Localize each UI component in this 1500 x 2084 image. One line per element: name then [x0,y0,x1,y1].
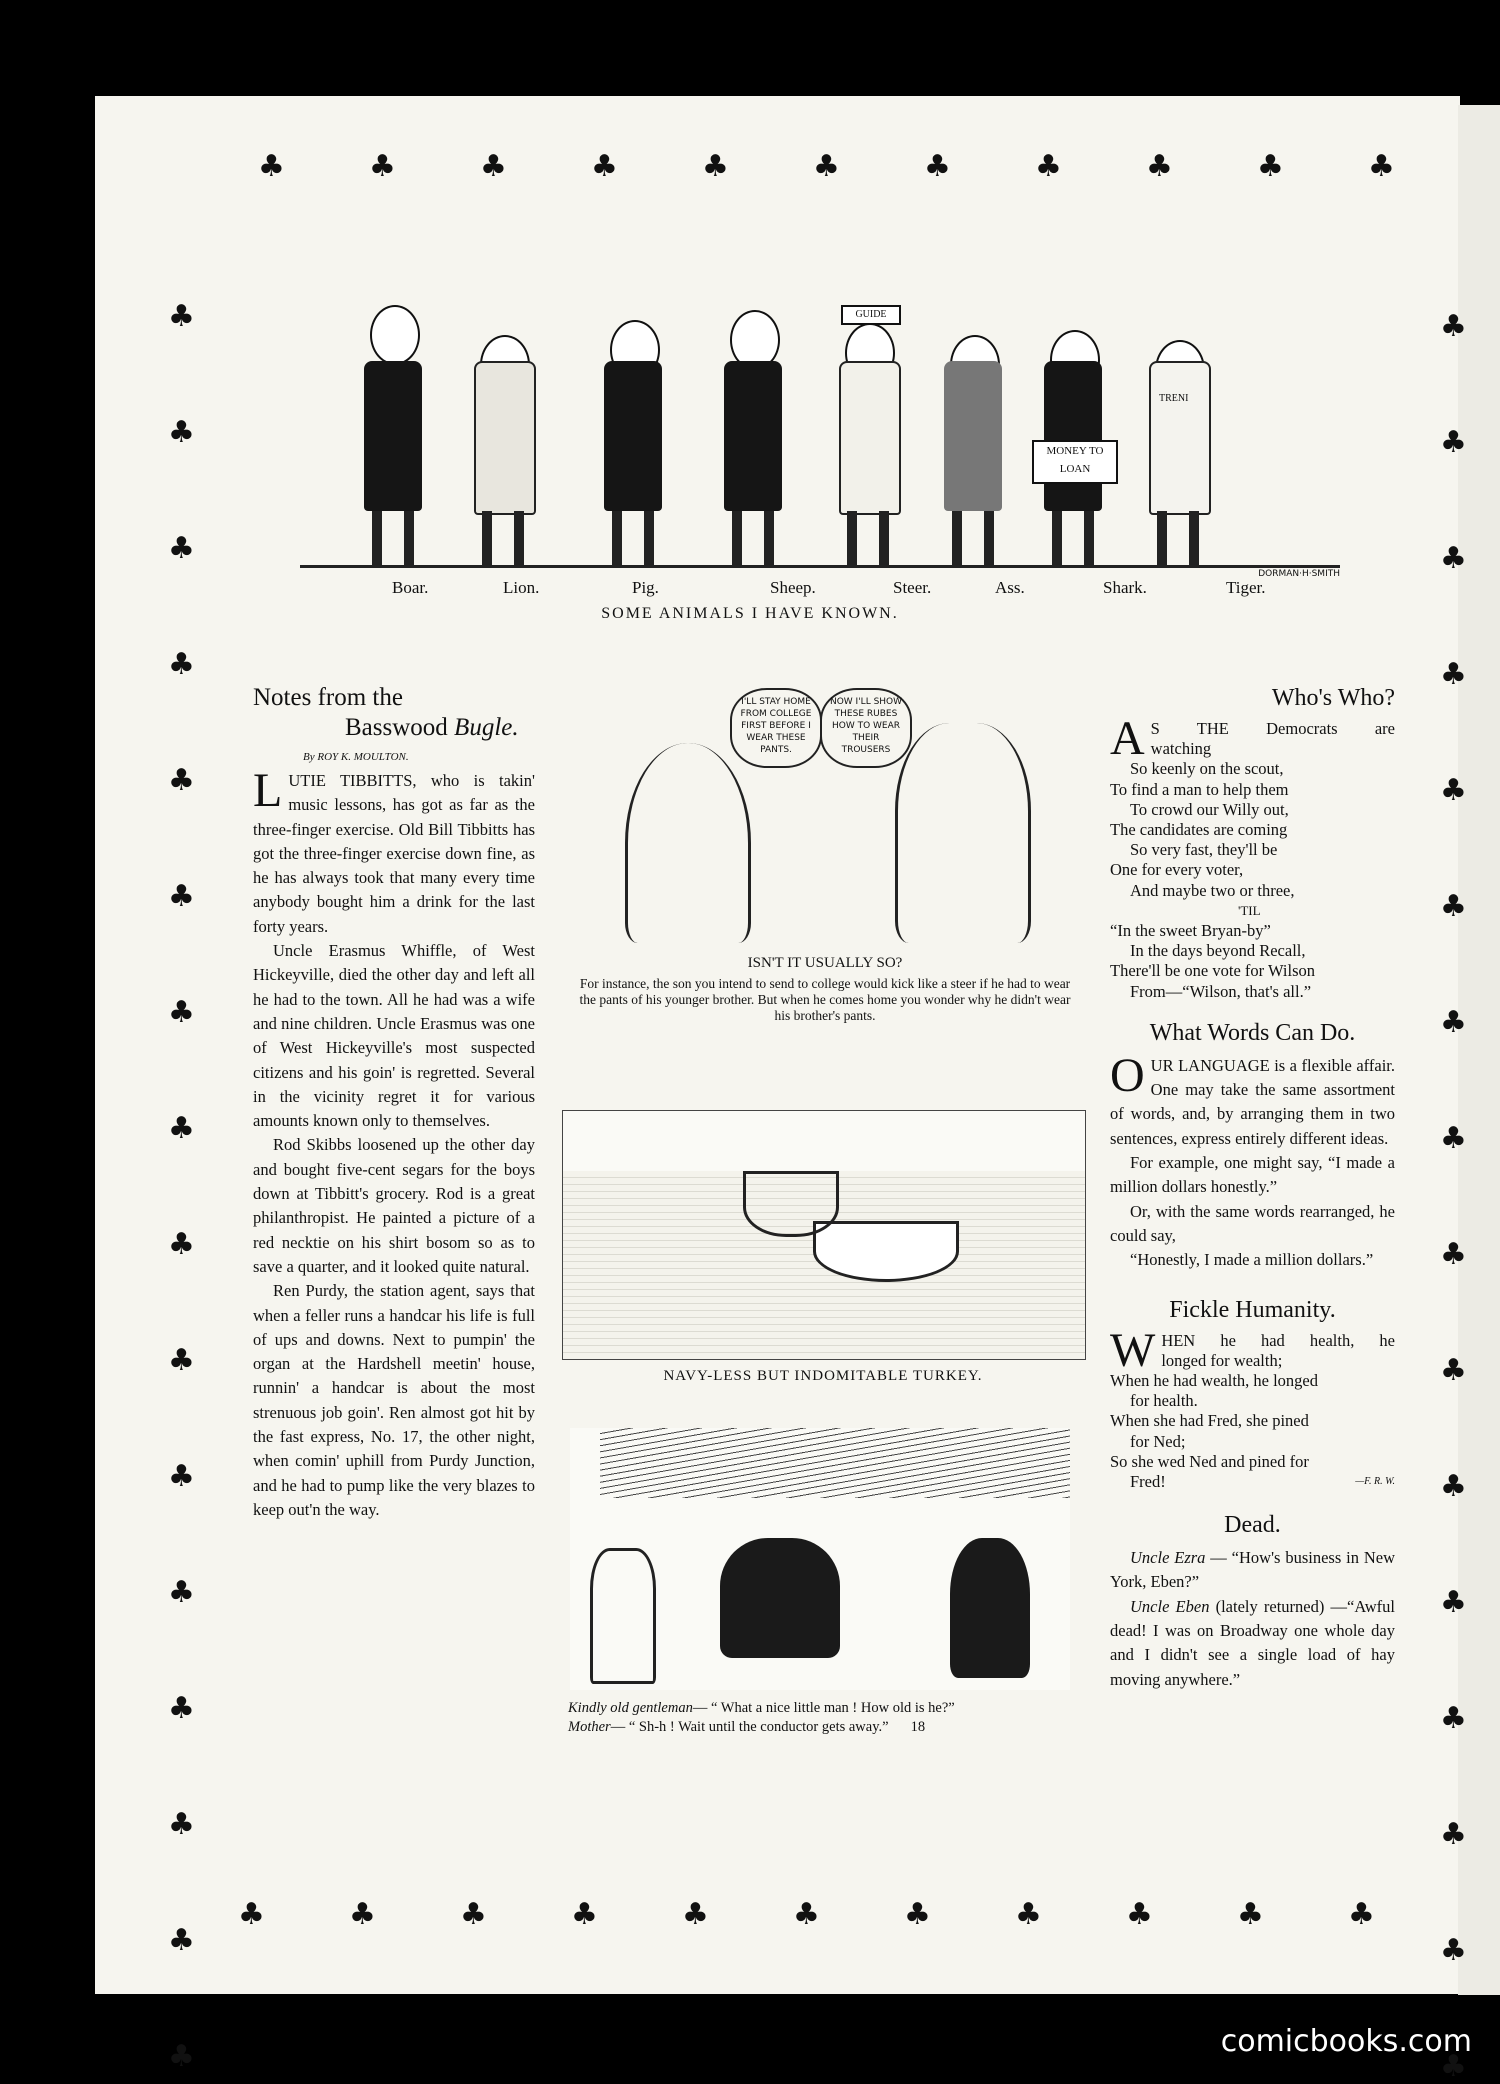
paragraph: Rod Skibbs loosened up the other day and bought five-cent segars for the boys down at Tibbitt's grocery. Rod is a great philanthropist. He painted a picture of a red necktie on his shirt bosom so as to save a quarter, and it looked quite natural. [253,1135,535,1276]
clover-ornament-icon: ♣ [168,879,195,914]
clover-ornament-icon: ♣ [168,1459,195,1494]
whos-who-title: Who's Who? [1271,685,1395,711]
clover-ornament-icon: ♣ [1440,657,1467,692]
poem-line: There'll be one vote for Wilson [1110,961,1315,981]
cartoon2-caption: NAVY-LESS BUT INDOMITABLE TURKEY. [663,1368,983,1384]
clover-ornament-icon: ♣ [1146,149,1173,184]
poem-line: for Ned; [1130,1431,1186,1451]
turkey-navy-cartoon [562,1110,1086,1360]
poem-line: “In the sweet Bryan-by” [1110,921,1271,941]
poem-line: for health. [1130,1391,1198,1411]
paragraph: Ren Purdy, the station agent, says that when a feller runs a handcar his life is full of ups and downs. Next to pumpin' the organ at the Hardshell meetin' house, runnin' a handcar is about the most strenuous job goin'. Ren almost got hit by the fast express, No. 17, the other night, when comin' uphill from Purdy Junction, and he had to pump like the very blazes to keep out'n the way. [253,1281,535,1519]
clover-ornament-icon: ♣ [168,1923,195,1958]
mother-figure [720,1538,840,1658]
clover-ornament-icon: ♣ [238,1897,265,1932]
clover-ornament-icon: ♣ [168,299,195,334]
strip-caption: SOME ANIMALS I HAVE KNOWN. [601,605,899,622]
article-title-line2: Basswood Bugle. [345,714,519,741]
speaker: Uncle Ezra [1130,1548,1206,1568]
cartoon-isnt-it-usually-so [565,683,1085,948]
what-words-title: What Words Can Do. [1149,1019,1356,1046]
left-article [253,683,535,1522]
cartoon1-caption: For instance, the son you intend to send to college would kick like a steer if he had to wear the pants of his younger brother. But when he comes home you wonder why he didn't wear his brother's pants. [579,976,1071,1023]
money-to-loan-sign: MONEY TO LOAN [1032,440,1118,484]
clover-ornament-icon: ♣ [793,1897,820,1932]
clover-ornament-icon: ♣ [1440,2049,1467,2084]
clover-ornament-icon: ♣ [168,2039,195,2074]
railway-car-cartoon [570,1428,1070,1690]
signature: —F. R. W. [1355,1475,1395,1487]
college-man-figure [895,723,1031,943]
cartoon3-caption: Kindly old gentleman— “ What a nice little man ! How old is he?” Mother— “ Sh-h ! Wait until the conductor gets away.” 18 [568,1700,955,1735]
clover-ornament-icon: ♣ [1440,1353,1467,1388]
tub-boat [743,1171,839,1237]
lion-figure [460,265,546,565]
label-shark: Shark. [1103,578,1147,597]
clover-ornament-icon: ♣ [168,1691,195,1726]
clover-ornament-icon: ♣ [1368,149,1395,184]
clover-ornament-icon: ♣ [1440,889,1467,924]
label-boar: Boar. [392,578,429,597]
dialogue: — “How's business in New York, Eben?” [1110,1548,1395,1592]
clover-ornament-icon: ♣ [168,1227,195,1262]
poem-line: When she had Fred, she pined [1110,1411,1309,1431]
clover-ornament-icon: ♣ [460,1897,487,1932]
label-lion: Lion. [503,578,540,597]
speech-bubble-college: NOW I'LL SHOW THESE RUBES HOW TO WEAR THEIR TROUSERS [820,688,912,768]
article-body [253,764,535,1522]
poem-line: The candidates are coming [1110,820,1288,840]
jersey-lettering: TRENI [1159,393,1189,404]
clover-ornament-icon: ♣ [1440,541,1467,576]
clover-ornament-icon: ♣ [1440,425,1467,460]
clover-ornament-icon: ♣ [591,149,618,184]
clover-ornament-icon: ♣ [1440,773,1467,808]
speaker: Uncle Eben [1130,1596,1210,1616]
paragraph: “Honestly, I made a million dollars.” [1130,1250,1374,1270]
speaker-mother: Mother [568,1719,611,1735]
clover-ornament-icon: ♣ [1237,1897,1264,1932]
what-words-body [1110,1048,1395,1273]
first-paragraph: UTIE TIBBITTS, who is takin' music lessons, has got as far as the three-finger exercise. Old Bill Tibbitts has got the three-finger exercise down fine, as he has always took that many every time anybody bought him a drink for the last forty years. [253,771,535,936]
clover-ornament-icon: ♣ [1440,309,1467,344]
old-gentleman-figure [950,1538,1030,1678]
clover-ornament-icon: ♣ [1440,1005,1467,1040]
label-tiger: Tiger. [1226,578,1266,597]
fickle-humanity-poem [1110,1323,1395,1493]
poem-line: From—“Wilson, that's all.” [1130,981,1312,1001]
clover-ornament-icon: ♣ [1257,149,1284,184]
clover-ornament-icon: ♣ [168,647,195,682]
paragraph: For example, one might say, “I made a million dollars honestly.” [1110,1153,1395,1197]
line-mother: “ Sh-h ! Wait until the conductor gets away.” [628,1719,889,1735]
conductor-figure [590,1548,656,1684]
poem-line: One for every voter, [1110,860,1244,880]
clover-ornament-icon: ♣ [1440,1933,1467,1968]
clover-ornament-icon: ♣ [1440,1469,1467,1504]
clover-ornament-icon: ♣ [1440,1585,1467,1620]
clover-ornament-icon: ♣ [571,1897,598,1932]
clover-ornament-icon: ♣ [813,149,840,184]
dialogue: (lately returned) —“Awful dead! I was on Broadway one whole day and I didn't see a single load of hay moving anywhere.” [1110,1596,1395,1689]
boar-figure [350,265,436,565]
drop-cap: O [1110,1048,1145,1102]
label-sheep: Sheep. [770,578,816,597]
label-ass: Ass. [995,578,1025,597]
speaker-gentleman: Kindly old gentleman [568,1700,693,1716]
poem-line: In the days beyond Recall, [1130,941,1306,961]
clover-ornament-icon: ♣ [168,995,195,1030]
dead-body [1110,1546,1395,1692]
fickle-humanity-title: Fickle Humanity. [1169,1296,1336,1323]
speech-bubble-son: I'LL STAY HOME FROM COLLEGE FIRST BEFORE I WEAR THESE PANTS. [730,688,822,768]
clover-ornament-icon: ♣ [168,531,195,566]
paragraph: Or, with the same words rearranged, he could say, [1110,1201,1395,1245]
paragraph: Uncle Erasmus Whiffle, of West Hickeyville, died the other day and left all he had to the town. All he had was a wife and nine children. Uncle Erasmus was one of West Hickeyville's most suspected citizens and his goin' is regretted. Several in the vicinity regret it for various amounts known only to themselves. [253,941,535,1131]
car-roof [600,1428,1070,1498]
clover-ornament-icon: ♣ [1440,1817,1467,1852]
steer-figure [825,265,911,565]
clover-ornament-icon: ♣ [1440,1237,1467,1272]
sheep-figure [710,265,796,565]
clover-ornament-icon: ♣ [702,149,729,184]
poem-line: So very fast, they'll be [1130,840,1278,860]
clover-ornament-icon: ♣ [168,1575,195,1610]
line-gentleman: “ What a nice little man ! How old is he?” [710,1700,955,1716]
boy-figure [625,743,751,943]
clover-ornament-icon: ♣ [168,1111,195,1146]
drop-cap: W [1110,1323,1156,1377]
right-column [1110,683,1395,1692]
clover-ornament-icon: ♣ [369,149,396,184]
ass-figure [930,265,1016,565]
label-steer: Steer. [893,578,932,597]
clover-ornament-icon: ♣ [1015,1897,1042,1932]
whos-who-poem [1110,712,1395,1002]
poem-line: longed for wealth; [1161,1350,1283,1370]
pig-figure [590,265,676,565]
poem-line: So she wed Ned and pined for [1110,1451,1309,1471]
poem-line: HEN he had health, he [1161,1330,1395,1350]
poem-line: S THE Democrats are [1150,719,1395,738]
watermark: comicbooks.com [1220,2024,1472,2059]
drop-cap: A [1110,712,1145,765]
clover-ornament-icon: ♣ [1440,1121,1467,1156]
clover-ornament-icon: ♣ [168,415,195,450]
clover-ornament-icon: ♣ [168,763,195,798]
poem-line: 'TIL [1238,902,1261,918]
clover-ornament-icon: ♣ [904,1897,931,1932]
drop-cap: L [253,764,283,817]
clover-ornament-icon: ♣ [480,149,507,184]
clover-ornament-icon: ♣ [1348,1897,1375,1932]
clover-ornament-icon: ♣ [924,149,951,184]
poem-line: watching [1150,739,1212,759]
clover-ornament-icon: ♣ [168,1807,195,1842]
clover-ornament-icon: ♣ [168,1343,195,1378]
paragraph: UR LANGUAGE is a flexible affair. One may take the same assortment of words, and, by arranging them in two sentences, express entirely different ideas. [1110,1055,1395,1148]
poem-line: And maybe two or three, [1130,880,1295,900]
byline: By ROY K. MOULTON. [303,751,409,763]
clover-ornament-icon: ♣ [258,149,285,184]
poem-line: Fred! [1130,1471,1166,1491]
animals-cartoon-strip [300,230,1340,579]
cartoon1-title: ISN'T IT USUALLY SO? [747,955,903,971]
dead-title: Dead. [1224,1512,1281,1539]
clover-ornament-icon: ♣ [1035,149,1062,184]
page-number: 18 [910,1719,926,1735]
clover-ornament-icon: ♣ [349,1897,376,1932]
article-title-line1: Notes from the [253,684,403,711]
shark-figure [1030,265,1116,565]
poem-line: So keenly on the scout, [1130,759,1284,779]
clover-ornament-icon: ♣ [682,1897,709,1932]
tiger-figure [1135,265,1221,565]
poem-line: To crowd our Willy out, [1130,799,1289,819]
poem-line: When he had wealth, he longed [1110,1370,1319,1390]
poem-line: To find a man to help them [1110,779,1289,799]
label-pig: Pig. [632,578,659,597]
artist-signature: DORMAN·H·SMITH [1258,569,1340,579]
clover-ornament-icon: ♣ [1126,1897,1153,1932]
guide-cap: GUIDE [841,305,901,325]
clover-ornament-icon: ♣ [1440,1701,1467,1736]
rowboat [813,1221,959,1282]
